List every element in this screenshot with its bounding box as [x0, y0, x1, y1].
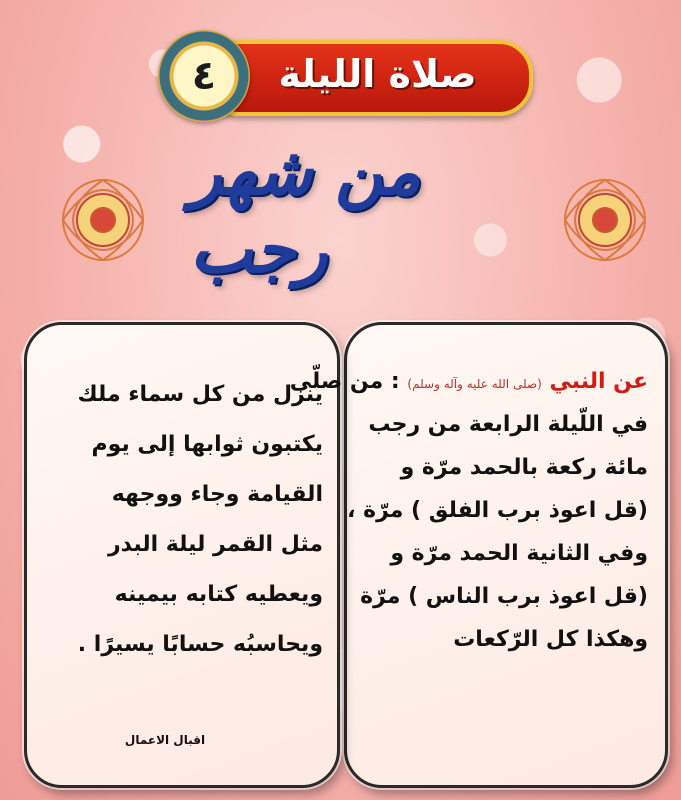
- left-card-line: يكتبون ثوابها إلى يوم: [91, 432, 323, 457]
- left-card-text: [38, 370, 323, 670]
- right-card-line: في اللّيلة الرابعة من رجب: [368, 412, 648, 437]
- page-title: صلاة الليلة: [278, 52, 477, 96]
- right-card-text: [289, 360, 648, 661]
- lead-rest: : من صلّى: [289, 369, 400, 394]
- left-card-line: ويحاسبُه حسابًا يسيرًا .: [77, 632, 323, 657]
- salutation-seal: (صلى الله عليه وآله وسلم): [407, 377, 542, 391]
- left-floral-ornament-icon: [28, 150, 178, 290]
- prophet-label: عن النبي: [549, 369, 648, 394]
- right-card-line: وهكذا كل الرّكعات: [453, 627, 648, 652]
- right-card-line: (قل اعوذ برب الناس ) مرّة: [360, 584, 648, 609]
- right-card-line: (قل اعوذ برب الفلق ) مرّة ،: [347, 498, 648, 523]
- month-subtitle: من شهر رجب: [190, 132, 421, 288]
- right-card-line: مائة ركعة بالحمد مرّة و: [400, 455, 648, 480]
- left-card-line: ينزل من كل سماء ملك: [77, 382, 323, 407]
- night-number: ٤: [191, 53, 217, 99]
- left-card-line: مثل القمر ليلة البدر: [107, 532, 323, 557]
- right-card-line: وفي الثانية الحمد مرّة و: [390, 541, 648, 566]
- left-card-line: ويعطيه كتابه بيمينه: [114, 582, 323, 607]
- right-floral-ornament-icon: [530, 150, 680, 290]
- source-citation: اقبال الاعمال: [124, 733, 206, 747]
- right-card-lead-line: [289, 360, 648, 403]
- left-card-line: القيامة وجاء ووجهه: [111, 482, 323, 507]
